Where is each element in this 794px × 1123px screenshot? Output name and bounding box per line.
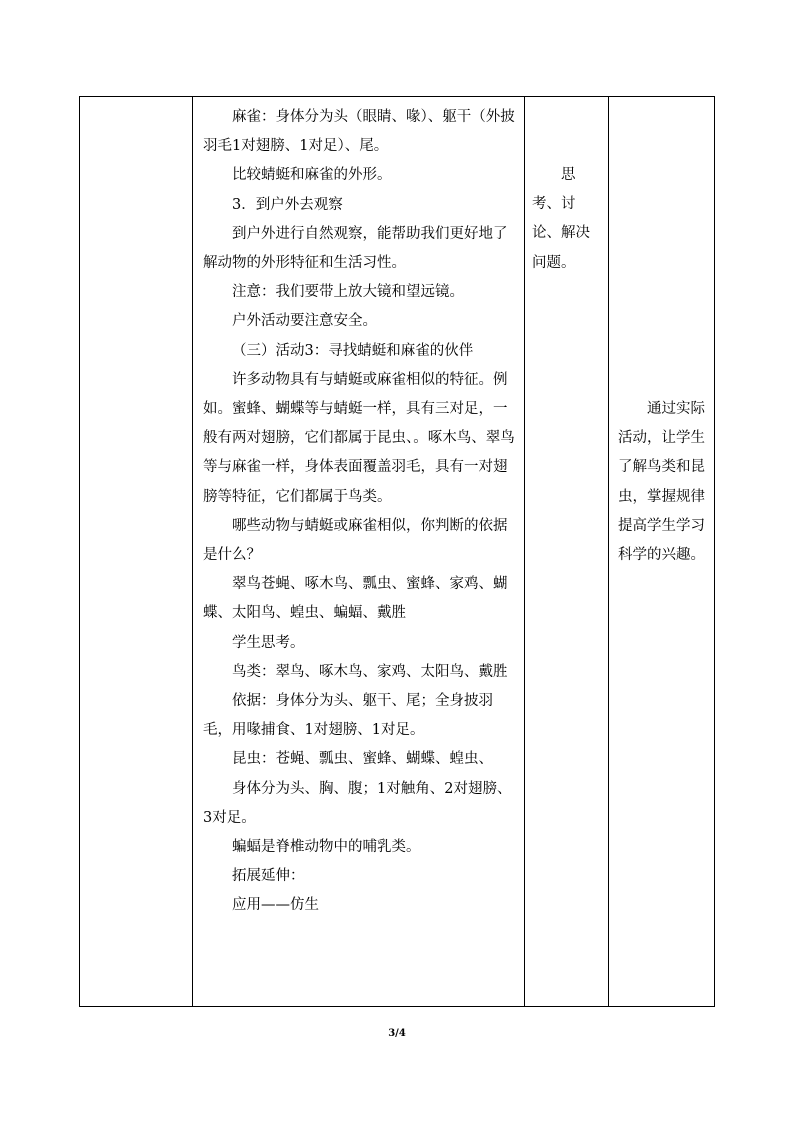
paragraph: 学生思考。 — [232, 634, 305, 651]
table-column-student-activity — [525, 97, 609, 1006]
paragraph: 到户外进行自然观察，能帮助我们更好地了解动物的外形特征和生活习性。 — [203, 225, 508, 272]
paragraph: 麻雀：身体分为头（眼睛、喙）、躯干（外披羽毛1对翅膀、1对足）、尾。 — [203, 109, 515, 155]
table-column-blank — [80, 97, 193, 1006]
paragraph: 通过实际活动，让学生了解鸟类和昆虫，掌握规律提高学生学习科学的兴趣。 — [618, 401, 705, 564]
paragraph: 许多动物具有与蜻蜓或麻雀相似的特征。例如。蜜蜂、蝴蝶等与蜻蜓一样，具有三对足，一般有两对翅膀，它们都属于昆虫、。啄木鸟、翠鸟等与麻雀一样，身体表面覆盖羽毛，具有一对翅膀等特征，它们都属于鸟类。 — [203, 371, 515, 505]
paragraph: （三）活动3：寻找蜻蜓和麻雀的伙伴 — [232, 342, 474, 359]
table-column-design-intent — [609, 97, 716, 1006]
paragraph: 3．到户外去观察 — [232, 196, 343, 213]
lesson-table — [79, 96, 715, 1007]
table-column-content — [193, 97, 525, 1006]
paragraph: 蝙蝠是脊椎动物中的哺乳类。 — [232, 839, 421, 856]
paragraph: 拓展延伸： — [232, 868, 305, 885]
page-number: 3/4 — [388, 1028, 406, 1039]
paragraph: 应用——仿生 — [232, 897, 319, 914]
paragraph: 户外活动要注意安全。 — [232, 313, 377, 330]
paragraph: 比较蜻蜓和麻雀的外形。 — [232, 167, 392, 184]
paragraph: 昆虫：苍蝇、瓢虫、蜜蜂、蝴蝶、蝗虫、 — [232, 751, 493, 768]
paragraph: 鸟类：翠鸟、啄木鸟、家鸡、太阳鸟、戴胜 — [232, 663, 508, 680]
paragraph: 身体分为头、胸、腹；1对触角、2对翅膀、3对足。 — [203, 780, 512, 826]
design-intent-text — [618, 395, 710, 570]
paragraph: 翠鸟苍蝇、啄木鸟、瓢虫、蜜蜂、家鸡、蝴蝶、太阳鸟、蝗虫、蝙蝠、戴胜 — [203, 576, 508, 622]
student-activity-text — [532, 161, 604, 278]
content-text — [203, 103, 519, 921]
paragraph: 哪些动物与蜻蜓或麻雀相似，你判断的依据是什么？ — [203, 517, 508, 564]
paragraph: 注意：我们要带上放大镜和望远镜。 — [232, 284, 464, 301]
paragraph: 依据：身体分为头、躯干、尾；全身披羽毛，用喙捕食、1对翅膀、1对足。 — [203, 693, 493, 739]
paragraph: 思考、讨论、解决问题。 — [532, 167, 590, 271]
